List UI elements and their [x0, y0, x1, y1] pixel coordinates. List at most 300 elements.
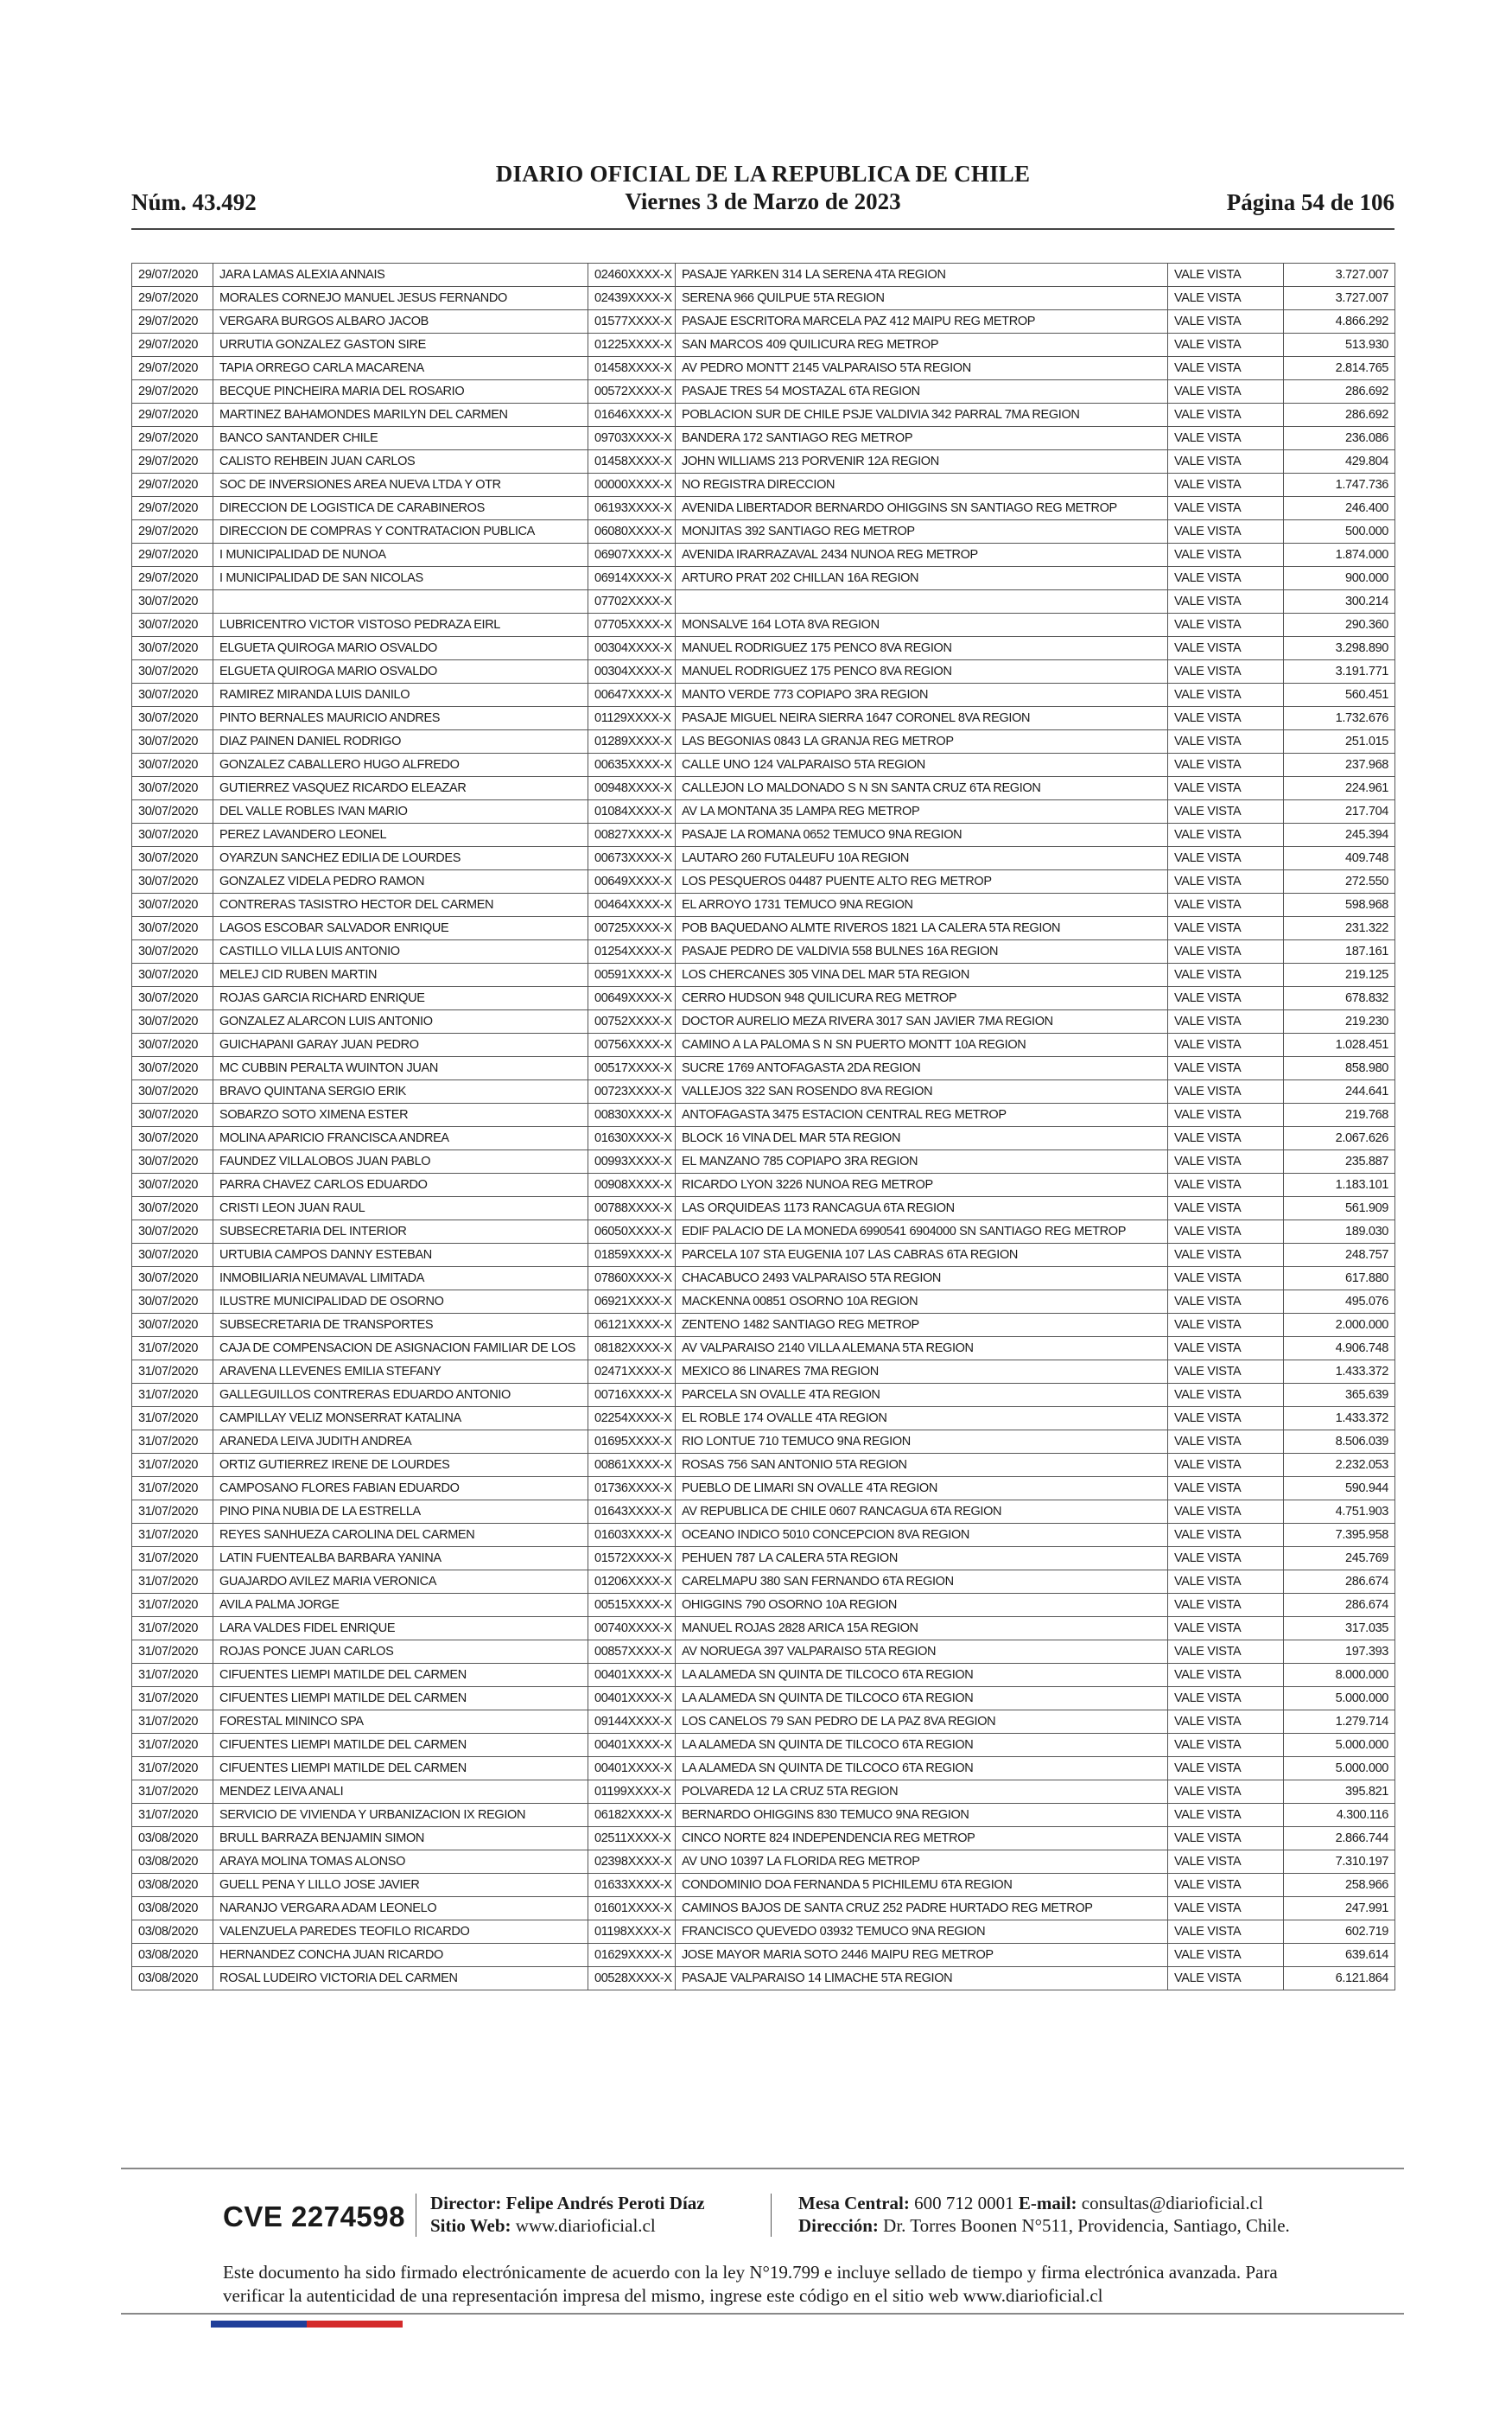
date-cell: 03/08/2020: [132, 1920, 213, 1944]
rut-cell: 01458XXXX-X: [588, 450, 676, 474]
amount-cell: 3.727.007: [1284, 287, 1395, 310]
rut-cell: 00401XXXX-X: [588, 1664, 676, 1687]
rut-cell: 00401XXXX-X: [588, 1734, 676, 1757]
payment-type-cell: VALE VISTA: [1168, 660, 1284, 684]
table-row: [132, 1897, 1395, 1920]
amount-cell: 5.000.000: [1284, 1757, 1395, 1780]
address-cell: LA ALAMEDA SN QUINTA DE TILCOCO 6TA REGION: [676, 1664, 1168, 1687]
amount-cell: 251.015: [1284, 730, 1395, 754]
amount-cell: 2.067.626: [1284, 1127, 1395, 1150]
address-cell: MANTO VERDE 773 COPIAPO 3RA REGION: [676, 684, 1168, 707]
rut-cell: 06193XXXX-X: [588, 497, 676, 520]
table-row: [132, 1804, 1395, 1827]
name-cell: MENDEZ LEIVA ANALI: [213, 1780, 588, 1804]
name-cell: GUAJARDO AVILEZ MARIA VERONICA: [213, 1570, 588, 1594]
rut-cell: 00649XXXX-X: [588, 870, 676, 894]
rut-cell: 02460XXXX-X: [588, 264, 676, 287]
payment-type-cell: VALE VISTA: [1168, 1500, 1284, 1524]
name-cell: CIFUENTES LIEMPI MATILDE DEL CARMEN: [213, 1734, 588, 1757]
page-header: [131, 160, 1394, 222]
rut-cell: 00725XXXX-X: [588, 917, 676, 940]
address-cell: CALLEJON LO MALDONADO S N SN SANTA CRUZ 6TA REGION: [676, 777, 1168, 800]
footer-rule: [121, 2168, 1404, 2169]
name-cell: GUICHAPANI GARAY JUAN PEDRO: [213, 1034, 588, 1057]
rut-cell: 00515XXXX-X: [588, 1594, 676, 1617]
amount-cell: 245.769: [1284, 1547, 1395, 1570]
date-cell: 30/07/2020: [132, 707, 213, 730]
amount-cell: 197.393: [1284, 1640, 1395, 1664]
name-cell: GONZALEZ ALARCON LUIS ANTONIO: [213, 1010, 588, 1034]
address-cell: POBLACION SUR DE CHILE PSJE VALDIVIA 342 PARRAL 7MA REGION: [676, 404, 1168, 427]
amount-cell: 1.747.736: [1284, 474, 1395, 497]
address-cell: AV LA MONTANA 35 LAMPA REG METROP: [676, 800, 1168, 824]
date-cell: 29/07/2020: [132, 520, 213, 544]
name-cell: PINTO BERNALES MAURICIO ANDRES: [213, 707, 588, 730]
rut-cell: 01225XXXX-X: [588, 334, 676, 357]
date-cell: 29/07/2020: [132, 474, 213, 497]
rut-cell: 01695XXXX-X: [588, 1430, 676, 1454]
date-cell: 29/07/2020: [132, 497, 213, 520]
name-cell: ILUSTRE MUNICIPALIDAD DE OSORNO: [213, 1290, 588, 1314]
address-cell: CONDOMINIO DOA FERNANDA 5 PICHILEMU 6TA REGION: [676, 1874, 1168, 1897]
date-cell: 30/07/2020: [132, 964, 213, 987]
payment-type-cell: VALE VISTA: [1168, 777, 1284, 800]
name-cell: ELGUETA QUIROGA MARIO OSVALDO: [213, 637, 588, 660]
rut-cell: 00716XXXX-X: [588, 1384, 676, 1407]
amount-cell: 290.360: [1284, 614, 1395, 637]
date-cell: 31/07/2020: [132, 1710, 213, 1734]
rut-cell: 08182XXXX-X: [588, 1337, 676, 1360]
table-row: [132, 940, 1395, 964]
name-cell: JARA LAMAS ALEXIA ANNAIS: [213, 264, 588, 287]
address-cell: ZENTENO 1482 SANTIAGO REG METROP: [676, 1314, 1168, 1337]
date-cell: 29/07/2020: [132, 544, 213, 567]
table-row: [132, 1057, 1395, 1080]
date-cell: 31/07/2020: [132, 1500, 213, 1524]
amount-cell: 272.550: [1284, 870, 1395, 894]
table-row: [132, 450, 1395, 474]
table-row: [132, 1104, 1395, 1127]
date-cell: 30/07/2020: [132, 777, 213, 800]
payment-type-cell: VALE VISTA: [1168, 1220, 1284, 1244]
table-row: [132, 1244, 1395, 1267]
web-link[interactable]: www.diarioficial.cl: [515, 2215, 656, 2236]
address-cell: EL ROBLE 174 OVALLE 4TA REGION: [676, 1407, 1168, 1430]
address-cell: PASAJE MIGUEL NEIRA SIERRA 1647 CORONEL 8VA REGION: [676, 707, 1168, 730]
address-cell: LOS PESQUEROS 04487 PUENTE ALTO REG METROP: [676, 870, 1168, 894]
payment-type-cell: VALE VISTA: [1168, 1127, 1284, 1150]
amount-cell: 409.748: [1284, 847, 1395, 870]
name-cell: SUBSECRETARIA DE TRANSPORTES: [213, 1314, 588, 1337]
table-row: [132, 1127, 1395, 1150]
payments-table: [131, 263, 1395, 1990]
rut-cell: 00673XXXX-X: [588, 847, 676, 870]
date-cell: 29/07/2020: [132, 310, 213, 334]
rut-cell: 00591XXXX-X: [588, 964, 676, 987]
date-cell: 30/07/2020: [132, 754, 213, 777]
address-cell: OHIGGINS 790 OSORNO 10A REGION: [676, 1594, 1168, 1617]
table-row: [132, 1874, 1395, 1897]
rut-cell: 01577XXXX-X: [588, 310, 676, 334]
footer-divider: [771, 2194, 772, 2237]
amount-cell: 590.944: [1284, 1477, 1395, 1500]
amount-cell: 1.433.372: [1284, 1407, 1395, 1430]
name-cell: BRAVO QUINTANA SERGIO ERIK: [213, 1080, 588, 1104]
payment-type-cell: VALE VISTA: [1168, 1757, 1284, 1780]
table-row: [132, 1734, 1395, 1757]
address-cell: LOS CANELOS 79 SAN PEDRO DE LA PAZ 8VA REGION: [676, 1710, 1168, 1734]
name-cell: MORALES CORNEJO MANUEL JESUS FERNANDO: [213, 287, 588, 310]
contact-block: [798, 2192, 1290, 2237]
table-row: [132, 590, 1395, 614]
payment-type-cell: VALE VISTA: [1168, 427, 1284, 450]
amount-cell: 317.035: [1284, 1617, 1395, 1640]
amount-cell: 495.076: [1284, 1290, 1395, 1314]
address-cell: SAN MARCOS 409 QUILICURA REG METROP: [676, 334, 1168, 357]
amount-cell: 560.451: [1284, 684, 1395, 707]
date-cell: 03/08/2020: [132, 1897, 213, 1920]
name-cell: ARAVENA LLEVENES EMILIA STEFANY: [213, 1360, 588, 1384]
amount-cell: 1.732.676: [1284, 707, 1395, 730]
date-cell: 31/07/2020: [132, 1407, 213, 1430]
payment-type-cell: VALE VISTA: [1168, 1664, 1284, 1687]
payment-type-cell: VALE VISTA: [1168, 567, 1284, 590]
name-cell: FAUNDEZ VILLALOBOS JUAN PABLO: [213, 1150, 588, 1174]
rut-cell: 01254XXXX-X: [588, 940, 676, 964]
date-cell: 30/07/2020: [132, 660, 213, 684]
rut-cell: 00993XXXX-X: [588, 1150, 676, 1174]
name-cell: SOBARZO SOTO XIMENA ESTER: [213, 1104, 588, 1127]
date-cell: 31/07/2020: [132, 1384, 213, 1407]
amount-cell: 602.719: [1284, 1920, 1395, 1944]
payment-type-cell: VALE VISTA: [1168, 1710, 1284, 1734]
rut-cell: 02471XXXX-X: [588, 1360, 676, 1384]
rut-cell: 01646XXXX-X: [588, 404, 676, 427]
amount-cell: 5.000.000: [1284, 1734, 1395, 1757]
mesa-phone: 600 712 0001: [914, 2193, 1014, 2213]
name-cell: ROJAS PONCE JUAN CARLOS: [213, 1640, 588, 1664]
address-cell: AV PEDRO MONTT 2145 VALPARAISO 5TA REGION: [676, 357, 1168, 380]
address-cell: AV NORUEGA 397 VALPARAISO 5TA REGION: [676, 1640, 1168, 1664]
amount-cell: 4.906.748: [1284, 1337, 1395, 1360]
date-cell: 31/07/2020: [132, 1337, 213, 1360]
amount-cell: 286.674: [1284, 1570, 1395, 1594]
name-cell: BANCO SANTANDER CHILE: [213, 427, 588, 450]
rut-cell: 00827XXXX-X: [588, 824, 676, 847]
publication-date: Viernes 3 de Marzo de 2023: [625, 188, 901, 214]
rut-cell: 00635XXXX-X: [588, 754, 676, 777]
date-cell: 31/07/2020: [132, 1617, 213, 1640]
table-row: [132, 1407, 1395, 1430]
address-cell: LAS BEGONIAS 0843 LA GRANJA REG METROP: [676, 730, 1168, 754]
address-cell: MONSALVE 164 LOTA 8VA REGION: [676, 614, 1168, 637]
amount-cell: 4.866.292: [1284, 310, 1395, 334]
address-cell: MEXICO 86 LINARES 7MA REGION: [676, 1360, 1168, 1384]
date-cell: 31/07/2020: [132, 1547, 213, 1570]
rut-cell: 02511XXXX-X: [588, 1827, 676, 1850]
legal-notice: Este documento ha sido firmado electrónicamente de acuerdo con la ley N°19.799 e incluye sellado de tiempo y firma electrónica avanzada. Para verificar la autenticidad de una representación impresa del mismo, ingrese este código en el sitio web www.diarioficial.cl: [223, 2262, 1278, 2306]
rut-cell: 07702XXXX-X: [588, 590, 676, 614]
name-cell: GUTIERREZ VASQUEZ RICARDO ELEAZAR: [213, 777, 588, 800]
table-row: [132, 1967, 1395, 1990]
amount-cell: 1.874.000: [1284, 544, 1395, 567]
masthead: [131, 160, 1394, 215]
name-cell: MOLINA APARICIO FRANCISCA ANDREA: [213, 1127, 588, 1150]
name-cell: CALISTO REHBEIN JUAN CARLOS: [213, 450, 588, 474]
name-cell: RAMIREZ MIRANDA LUIS DANILO: [213, 684, 588, 707]
rut-cell: 00649XXXX-X: [588, 987, 676, 1010]
amount-cell: 5.000.000: [1284, 1687, 1395, 1710]
date-cell: 31/07/2020: [132, 1594, 213, 1617]
date-cell: 31/07/2020: [132, 1804, 213, 1827]
date-cell: 30/07/2020: [132, 590, 213, 614]
flag-stripe: [211, 2316, 403, 2323]
amount-cell: 2.866.744: [1284, 1827, 1395, 1850]
date-cell: 30/07/2020: [132, 637, 213, 660]
amount-cell: 217.704: [1284, 800, 1395, 824]
payment-type-cell: VALE VISTA: [1168, 754, 1284, 777]
payment-type-cell: VALE VISTA: [1168, 1337, 1284, 1360]
payment-type-cell: VALE VISTA: [1168, 1617, 1284, 1640]
name-cell: REYES SANHUEZA CAROLINA DEL CARMEN: [213, 1524, 588, 1547]
name-cell: PARRA CHAVEZ CARLOS EDUARDO: [213, 1174, 588, 1197]
payment-type-cell: VALE VISTA: [1168, 334, 1284, 357]
date-cell: 31/07/2020: [132, 1570, 213, 1594]
name-cell: MELEJ CID RUBEN MARTIN: [213, 964, 588, 987]
amount-cell: 1.433.372: [1284, 1360, 1395, 1384]
amount-cell: 187.161: [1284, 940, 1395, 964]
payment-type-cell: VALE VISTA: [1168, 404, 1284, 427]
address-cell: LAUTARO 260 FUTALEUFU 10A REGION: [676, 847, 1168, 870]
amount-cell: 286.692: [1284, 380, 1395, 404]
amount-cell: 224.961: [1284, 777, 1395, 800]
table-row: [132, 497, 1395, 520]
rut-cell: 06914XXXX-X: [588, 567, 676, 590]
table-row: [132, 1944, 1395, 1967]
address-cell: PASAJE VALPARAISO 14 LIMACHE 5TA REGION: [676, 1967, 1168, 1990]
address-cell: PASAJE PEDRO DE VALDIVIA 558 BULNES 16A REGION: [676, 940, 1168, 964]
date-cell: 30/07/2020: [132, 987, 213, 1010]
address-cell: RICARDO LYON 3226 NUNOA REG METROP: [676, 1174, 1168, 1197]
table-row: [132, 1850, 1395, 1874]
address-cell: PASAJE ESCRITORA MARCELA PAZ 412 MAIPU REG METROP: [676, 310, 1168, 334]
date-cell: 29/07/2020: [132, 427, 213, 450]
name-cell: CAMPOSANO FLORES FABIAN EDUARDO: [213, 1477, 588, 1500]
rut-cell: 06050XXXX-X: [588, 1220, 676, 1244]
address-cell: PASAJE TRES 54 MOSTAZAL 6TA REGION: [676, 380, 1168, 404]
name-cell: CIFUENTES LIEMPI MATILDE DEL CARMEN: [213, 1687, 588, 1710]
rut-cell: 00464XXXX-X: [588, 894, 676, 917]
payment-type-cell: VALE VISTA: [1168, 1104, 1284, 1127]
amount-cell: 8.000.000: [1284, 1664, 1395, 1687]
payment-type-cell: VALE VISTA: [1168, 1197, 1284, 1220]
address-cell: CINCO NORTE 824 INDEPENDENCIA REG METROP: [676, 1827, 1168, 1850]
rut-cell: 01289XXXX-X: [588, 730, 676, 754]
name-cell: GONZALEZ CABALLERO HUGO ALFREDO: [213, 754, 588, 777]
table-row: [132, 1827, 1395, 1850]
amount-cell: 4.300.116: [1284, 1804, 1395, 1827]
amount-cell: 1.183.101: [1284, 1174, 1395, 1197]
table-row: [132, 637, 1395, 660]
name-cell: SUBSECRETARIA DEL INTERIOR: [213, 1220, 588, 1244]
address-cell: ARTURO PRAT 202 CHILLAN 16A REGION: [676, 567, 1168, 590]
payment-type-cell: VALE VISTA: [1168, 847, 1284, 870]
table-row: [132, 684, 1395, 707]
date-cell: 30/07/2020: [132, 847, 213, 870]
table-row: [132, 1384, 1395, 1407]
rut-cell: 06921XXXX-X: [588, 1290, 676, 1314]
rut-cell: 00861XXXX-X: [588, 1454, 676, 1477]
payment-type-cell: VALE VISTA: [1168, 824, 1284, 847]
payment-type-cell: VALE VISTA: [1168, 1850, 1284, 1874]
table-row: [132, 427, 1395, 450]
rut-cell: 00740XXXX-X: [588, 1617, 676, 1640]
name-cell: CIFUENTES LIEMPI MATILDE DEL CARMEN: [213, 1757, 588, 1780]
table-row: [132, 754, 1395, 777]
rut-cell: 01458XXXX-X: [588, 357, 676, 380]
name-cell: ROSAL LUDEIRO VICTORIA DEL CARMEN: [213, 1967, 588, 1990]
rut-cell: 02398XXXX-X: [588, 1850, 676, 1874]
table-row: [132, 1220, 1395, 1244]
address-cell: OCEANO INDICO 5010 CONCEPCION 8VA REGION: [676, 1524, 1168, 1547]
amount-cell: 219.230: [1284, 1010, 1395, 1034]
payment-type-cell: VALE VISTA: [1168, 1150, 1284, 1174]
rut-cell: 06080XXXX-X: [588, 520, 676, 544]
payment-type-cell: VALE VISTA: [1168, 1034, 1284, 1057]
web-label: Sitio Web:: [430, 2215, 511, 2236]
date-cell: 30/07/2020: [132, 940, 213, 964]
rut-cell: 00401XXXX-X: [588, 1687, 676, 1710]
amount-cell: 248.757: [1284, 1244, 1395, 1267]
address-cell: CERRO HUDSON 948 QUILICURA REG METROP: [676, 987, 1168, 1010]
payment-type-cell: VALE VISTA: [1168, 614, 1284, 637]
table-row: [132, 1430, 1395, 1454]
name-cell: SERVICIO DE VIVIENDA Y URBANIZACION IX REGION: [213, 1804, 588, 1827]
payment-type-cell: VALE VISTA: [1168, 1827, 1284, 1850]
director-block: [430, 2192, 705, 2237]
rut-cell: 01572XXXX-X: [588, 1547, 676, 1570]
name-cell: DIAZ PAINEN DANIEL RODRIGO: [213, 730, 588, 754]
amount-cell: 365.639: [1284, 1384, 1395, 1407]
address-cell: NO REGISTRA DIRECCION: [676, 474, 1168, 497]
table-row: [132, 1290, 1395, 1314]
date-cell: 30/07/2020: [132, 1127, 213, 1150]
name-cell: TAPIA ORREGO CARLA MACARENA: [213, 357, 588, 380]
payment-type-cell: VALE VISTA: [1168, 1920, 1284, 1944]
mesa-label: Mesa Central:: [798, 2193, 910, 2213]
table-row: [132, 380, 1395, 404]
address-cell: VALLEJOS 322 SAN ROSENDO 8VA REGION: [676, 1080, 1168, 1104]
address-cell: EDIF PALACIO DE LA MONEDA 6990541 6904000 SN SANTIAGO REG METROP: [676, 1220, 1168, 1244]
payment-type-cell: VALE VISTA: [1168, 940, 1284, 964]
amount-cell: 300.214: [1284, 590, 1395, 614]
payment-type-cell: VALE VISTA: [1168, 637, 1284, 660]
date-cell: 31/07/2020: [132, 1687, 213, 1710]
rut-cell: 00908XXXX-X: [588, 1174, 676, 1197]
name-cell: ELGUETA QUIROGA MARIO OSVALDO: [213, 660, 588, 684]
payment-type-cell: VALE VISTA: [1168, 1057, 1284, 1080]
date-cell: 30/07/2020: [132, 894, 213, 917]
name-cell: HERNANDEZ CONCHA JUAN RICARDO: [213, 1944, 588, 1967]
rut-cell: 00000XXXX-X: [588, 474, 676, 497]
amount-cell: 3.298.890: [1284, 637, 1395, 660]
address-cell: CALLE UNO 124 VALPARAISO 5TA REGION: [676, 754, 1168, 777]
rut-cell: 06121XXXX-X: [588, 1314, 676, 1337]
date-cell: 31/07/2020: [132, 1360, 213, 1384]
payment-type-cell: VALE VISTA: [1168, 1384, 1284, 1407]
name-cell: VALENZUELA PAREDES TEOFILO RICARDO: [213, 1920, 588, 1944]
address-cell: CARELMAPU 380 SAN FERNANDO 6TA REGION: [676, 1570, 1168, 1594]
table-row: [132, 1010, 1395, 1034]
publication-title: DIARIO OFICIAL DE LA REPUBLICA DE CHILE: [495, 161, 1031, 187]
table-row: [132, 1570, 1395, 1594]
table-row: [132, 1594, 1395, 1617]
rut-cell: 01129XXXX-X: [588, 707, 676, 730]
date-cell: 31/07/2020: [132, 1454, 213, 1477]
address-cell: POLVAREDA 12 LA CRUZ 5TA REGION: [676, 1780, 1168, 1804]
date-cell: 30/07/2020: [132, 1010, 213, 1034]
table-row: [132, 1547, 1395, 1570]
rut-cell: 00857XXXX-X: [588, 1640, 676, 1664]
address-cell: PARCELA SN OVALLE 4TA REGION: [676, 1384, 1168, 1407]
table-row: [132, 1477, 1395, 1500]
name-cell: OYARZUN SANCHEZ EDILIA DE LOURDES: [213, 847, 588, 870]
rut-cell: 01603XXXX-X: [588, 1524, 676, 1547]
date-cell: 03/08/2020: [132, 1850, 213, 1874]
table-row: [132, 1174, 1395, 1197]
name-cell: [213, 590, 588, 614]
table-row: [132, 1710, 1395, 1734]
name-cell: CRISTI LEON JUAN RAUL: [213, 1197, 588, 1220]
email-link[interactable]: consultas@diarioficial.cl: [1081, 2193, 1263, 2213]
address-cell: SERENA 966 QUILPUE 5TA REGION: [676, 287, 1168, 310]
payment-type-cell: VALE VISTA: [1168, 1640, 1284, 1664]
address-cell: LA ALAMEDA SN QUINTA DE TILCOCO 6TA REGION: [676, 1687, 1168, 1710]
payments-table-body: [132, 264, 1395, 1990]
address-cell: LA ALAMEDA SN QUINTA DE TILCOCO 6TA REGION: [676, 1734, 1168, 1757]
table-row: [132, 334, 1395, 357]
address-cell: BLOCK 16 VINA DEL MAR 5TA REGION: [676, 1127, 1168, 1150]
address-cell: EL ARROYO 1731 TEMUCO 9NA REGION: [676, 894, 1168, 917]
date-cell: 30/07/2020: [132, 730, 213, 754]
amount-cell: 231.322: [1284, 917, 1395, 940]
rut-cell: 02439XXXX-X: [588, 287, 676, 310]
payment-type-cell: VALE VISTA: [1168, 1570, 1284, 1594]
rut-cell: 01859XXXX-X: [588, 1244, 676, 1267]
rut-cell: 00304XXXX-X: [588, 660, 676, 684]
table-row: [132, 1337, 1395, 1360]
rut-cell: 00517XXXX-X: [588, 1057, 676, 1080]
rut-cell: 06182XXXX-X: [588, 1804, 676, 1827]
payment-type-cell: VALE VISTA: [1168, 590, 1284, 614]
amount-cell: 639.614: [1284, 1944, 1395, 1967]
payment-type-cell: VALE VISTA: [1168, 1967, 1284, 1990]
date-cell: 31/07/2020: [132, 1757, 213, 1780]
date-cell: 30/07/2020: [132, 1057, 213, 1080]
rut-cell: 00528XXXX-X: [588, 1967, 676, 1990]
address-cell: LA ALAMEDA SN QUINTA DE TILCOCO 6TA REGION: [676, 1757, 1168, 1780]
address-cell: PASAJE YARKEN 314 LA SERENA 4TA REGION: [676, 264, 1168, 287]
amount-cell: 2.232.053: [1284, 1454, 1395, 1477]
table-row: [132, 1687, 1395, 1710]
amount-cell: 237.968: [1284, 754, 1395, 777]
rut-cell: 09703XXXX-X: [588, 427, 676, 450]
date-cell: 29/07/2020: [132, 404, 213, 427]
director-label: Director:: [430, 2193, 502, 2213]
address-cell: AV VALPARAISO 2140 VILLA ALEMANA 5TA REGION: [676, 1337, 1168, 1360]
address-cell: JOHN WILLIAMS 213 PORVENIR 12A REGION: [676, 450, 1168, 474]
name-cell: GONZALEZ VIDELA PEDRO RAMON: [213, 870, 588, 894]
